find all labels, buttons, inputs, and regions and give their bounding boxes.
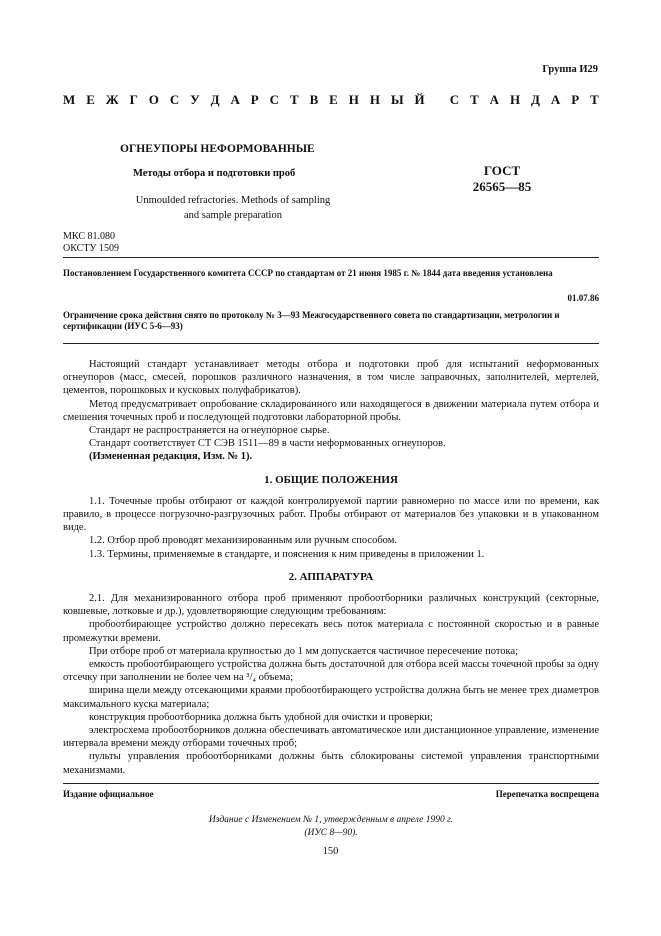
classification-codes bbox=[63, 231, 119, 254]
header-letter: Н bbox=[348, 92, 359, 107]
section-2-heading: 2. АППАРАТУРА bbox=[288, 570, 374, 583]
intro-paragraph-4: Стандарт соответствует СТ СЭВ 1511—89 в части неформованных огнеупоров. bbox=[89, 438, 446, 450]
document-body bbox=[63, 358, 599, 777]
edition-note-line-2: (ИУС 8—90). bbox=[304, 828, 358, 838]
header-letter: Ж bbox=[105, 92, 119, 107]
section-2-para-2: пробоотбирающее устройство должно пересекать весь поток материала с постоянной скоростью и в равные промежутки времени. bbox=[63, 619, 599, 644]
header-letter: С bbox=[449, 92, 460, 107]
section-2-para-3: При отборе проб от материала крупностью до 1 мм допускается частичное пересечение потока; bbox=[89, 645, 519, 657]
header-letter: Р bbox=[250, 92, 259, 107]
section-2-para-4: емкость пробоотбирающего устройства должна быть достаточной для отбора всей массы точечной пробы за одну отсечку при заполнении не более чем на ³/₄ объема; bbox=[63, 659, 599, 684]
header-letter: Й bbox=[414, 92, 425, 107]
gost-number bbox=[462, 163, 542, 195]
header-letter: Н bbox=[369, 92, 380, 107]
intro-paragraph-1: Настоящий стандарт устанавливает методы отбора и подготовки проб для испытаний неформованных огнеупоров (масс, смесей, порошков различного назначения, в том числе заправочных, заполнителей, мертелей, цементов, порошковых и кусковых полуфабрикатов). bbox=[63, 359, 599, 397]
section-1-item-2: 1.2. Отбор проб проводят механизированным или ручным способом. bbox=[89, 535, 397, 547]
okstu-code: ОКСТУ 1509 bbox=[63, 242, 120, 254]
header-letter: В bbox=[309, 92, 319, 107]
header-letter: С bbox=[169, 92, 180, 107]
section-2-para-8: пульты управления пробоотборниками должны быть сблокированы системой управления транспортными механизмами. bbox=[63, 751, 599, 776]
edition-note bbox=[63, 814, 599, 840]
page-number: 150 bbox=[322, 846, 339, 857]
effective-date: 01.07.86 bbox=[567, 293, 599, 303]
header-letter: А bbox=[550, 92, 561, 107]
section-1-heading: 1. ОБЩИЕ ПОЛОЖЕНИЯ bbox=[264, 473, 398, 486]
header-letter: М bbox=[63, 92, 76, 107]
divider-top bbox=[63, 257, 599, 258]
header-letter: А bbox=[230, 92, 240, 107]
document-subtitle: Методы отбора и подготовки проб bbox=[133, 168, 296, 179]
header-letter: Т bbox=[590, 92, 599, 107]
document-title: ОГНЕУПОРЫ НЕФОРМОВАННЫЕ bbox=[120, 143, 315, 155]
mks-code: МКС 81.080 bbox=[63, 231, 115, 242]
section-1-item-3: 1.3. Термины, применяемые в стандарте, и пояснения к ним приведены в приложении 1. bbox=[89, 548, 485, 560]
decree-text: Постановлением Государственного комитета СССР по стандартам от 21 июня 1985 г. № 1844 дата введения установлена bbox=[63, 268, 553, 278]
header-letter: Д bbox=[210, 92, 220, 107]
english-title bbox=[133, 193, 333, 223]
english-title-line-2: and sample preparation bbox=[184, 210, 282, 221]
standard-header bbox=[63, 92, 599, 108]
header-letter: У bbox=[190, 92, 200, 107]
intro-paragraph-2: Метод предусматривает опробование складированного или находящегося в движении материала путем отбора и смешения точечных проб и последующей подготовки лабораторной пробы. bbox=[63, 398, 599, 423]
header-letter: Т bbox=[289, 92, 299, 107]
section-2-para-1: 2.1. Для механизированного отбора проб применяют пробоотборники различных конструкций (секторные, ковшевые, лотковые и др.), удовлетворяющие следующим требованиям: bbox=[63, 593, 599, 618]
group-code: Группа И29 bbox=[542, 64, 598, 75]
header-letter: С bbox=[269, 92, 280, 107]
intro-paragraph-3: Стандарт не распространяется на огнеупорное сырье. bbox=[89, 425, 330, 437]
header-letter: О bbox=[148, 92, 159, 107]
header-letter: Е bbox=[86, 92, 95, 107]
divider-middle bbox=[63, 343, 599, 344]
restriction-text: Ограничение срока действия снято по протоколу № 3—93 Межгосударственного совета по стандартизации, метрологии и сертификации (ИУС 5-6—93) bbox=[63, 310, 560, 331]
english-title-line-1: Unmoulded refractories. Methods of sampling bbox=[135, 195, 331, 206]
divider-bottom bbox=[63, 783, 599, 784]
gost-label: ГОСТ bbox=[483, 163, 521, 178]
header-letter bbox=[436, 92, 439, 108]
header-letter: Д bbox=[531, 92, 540, 107]
header-letter: Ы bbox=[390, 92, 404, 107]
official-edition-label: Издание официальное bbox=[63, 789, 154, 799]
header-letter: А bbox=[489, 92, 500, 107]
section-2-para-5: ширина щели между отсекающими краями пробоотбирающего устройства должна быть не менее трех диаметров максимального куска материала; bbox=[63, 685, 599, 710]
section-2-para-6: конструкция пробоотборника должна быть удобной для очистки и проверки; bbox=[89, 711, 433, 723]
edition-note-line-1: Издание с Изменением № 1, утвержденным в апреле 1990 г. bbox=[208, 815, 454, 825]
header-letter: Е bbox=[329, 92, 338, 107]
reprint-prohibited-label: Перепечатка воспрещена bbox=[495, 789, 599, 799]
header-letter: Р bbox=[571, 92, 580, 107]
gost-code: 26565—85 bbox=[472, 179, 532, 194]
header-letter: Н bbox=[509, 92, 521, 107]
intro-change-note: (Измененная редакция, Изм. № 1). bbox=[89, 451, 253, 463]
header-letter: Т bbox=[470, 92, 479, 107]
section-2-para-7: электросхема пробоотборников должна обеспечивать автоматическое или дистанционное управление, изменение интервала времени между отборами точечных проб; bbox=[63, 725, 599, 750]
header-letter: Г bbox=[129, 92, 138, 107]
section-1-item-1: 1.1. Точечные пробы отбирают от каждой контролируемой партии равномерно по массе или по времени, как правило, в процессе погрузочно-разгрузочных работ. Пробы отбирают от материалов без упаковки и в упакованном виде. bbox=[63, 495, 599, 534]
